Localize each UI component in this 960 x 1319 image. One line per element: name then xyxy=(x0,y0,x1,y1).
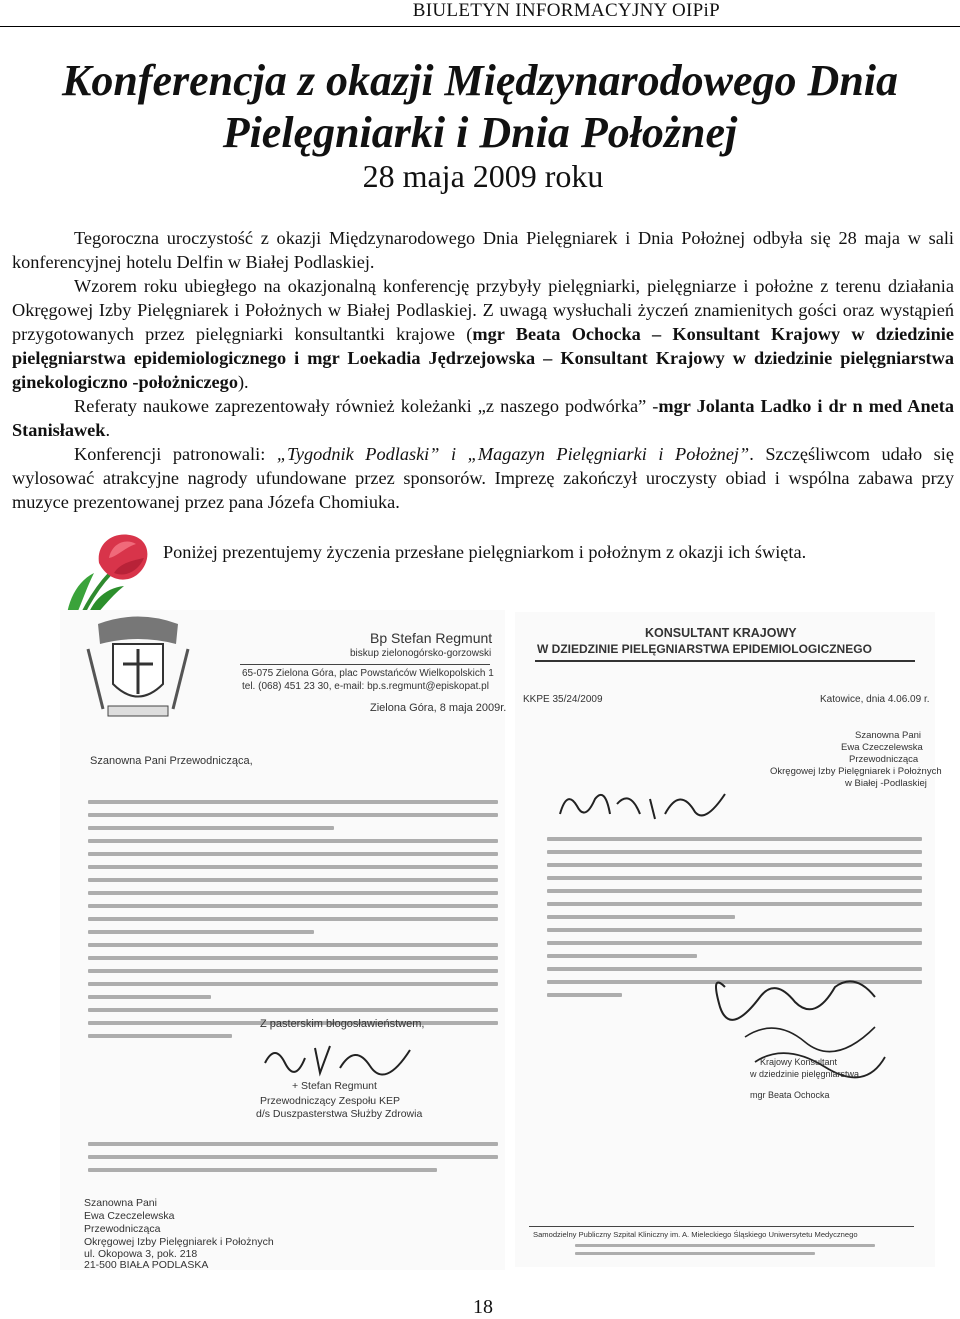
article-title-line1: Konferencja z okazji Międzynarodowego Dnia xyxy=(61,56,899,105)
consultant-role-2: w dziedzinie pielęgniarstwa xyxy=(750,1069,860,1079)
bishop-recipient-6: 21-500 BIAŁA PODLASKA xyxy=(84,1259,209,1271)
bishop-place-date: Zielona Góra, 8 maja 2009r. xyxy=(370,702,507,714)
bishop-address: 65-075 Zielona Góra, plac Powstańców Wielkopolskich 1 xyxy=(242,668,494,679)
letter-bishop xyxy=(60,610,505,1270)
bishop-name: Bp Stefan Regmunt xyxy=(370,630,493,646)
page-number: 18 xyxy=(473,1296,493,1318)
bishop-title: biskup zielonogórsko-gorzowski xyxy=(350,648,492,659)
consultant-recipient-5: w Białej -Podlaskiej xyxy=(845,778,927,789)
consultant-place-date: Katowice, dnia 4.06.09 r. xyxy=(820,694,930,705)
coat-of-arms-icon xyxy=(78,614,198,724)
wishes-intro: Poniżej prezentujemy życzenia przesłane pielęgniarkom i położnym z okazji ich święta. xyxy=(163,542,807,562)
consultant-recipient-2: Ewa Czeczelewska xyxy=(841,742,923,753)
consultant-greeting-handwriting-icon xyxy=(555,784,735,829)
bulletin-title: BIULETYN INFORMACYJNY OIPiP xyxy=(412,0,720,21)
letter-consultant xyxy=(515,612,942,1267)
consultants-bold: mgr Beata Ochocka – Konsultant Krajowy w dziedzinie pielęgniarstwa epidemiologicznego i mgr Loekadia Jędrzejowska – Konsultant Krajowy w dziedzinie pielęgniarstwa ginekologiczno -położniczego xyxy=(12,324,954,392)
paragraph-1: Tegoroczna uroczystość z okazji Międzynarodowego Dnia Pielęgniarek i Dnia Położnej odbyła się 28 maja w sali konferencyjnej hotelu Delfin w Białej Podlaskiej. xyxy=(12,228,954,272)
consultant-recipient-1: Szanowna Pani xyxy=(855,730,922,741)
consultant-heading-1: KONSULTANT KRAJOWY xyxy=(645,626,797,640)
article-title-line2: Pielęgniarki i Dnia Położnej xyxy=(222,108,738,157)
bishop-role-1: Przewodniczący Zespołu KEP xyxy=(260,1095,401,1107)
bishop-recipient-5: ul. Okopowa 3, pok. 218 xyxy=(84,1248,198,1260)
bishop-salutation: Szanowna Pani Przewodnicząca, xyxy=(90,755,253,767)
paragraph-4: Konferencji patronowali: „Tygodnik Podlaski” i „Magazyn Pielęgniarki i Położnej”. Szczęśliwcom udało się wylosować atrakcyjne nagrody ufundowane przez sponsorów. Imprezę zakończył uroczysty obiad i wspólna zabawa przy muzyce prezentowanej przez pana Józefa Chomiuka. xyxy=(12,444,954,512)
consultant-heading-2: W DZIEDZINIE PIELĘGNIARSTWA EPIDEMIOLOGICZNEGO xyxy=(537,642,872,656)
paragraph-2: Wzorem roku ubiegłego na okazjonalną konferencję przybyły pielęgniarki, pielęgniarze i położne z terenu działania Okręgowej Izby Pielęgniarek i Położnych w Białej Podlaskiej. Z uwagą wysłuchali życzeń znamienitych gości oraz wystąpień przygotowanych przez pielęgniarki konsultantki krajowe (mgr Beata Ochocka – Konsultant Krajowy w dziedzinie pielęgniarstwa epidemiologicznego i mgr Loekadia Jędrzejowska – Konsultant Krajowy w dziedzinie pielęgniarstwa ginekologiczno -położniczego). xyxy=(12,276,954,392)
bishop-recipient-2: Ewa Czeczelewska xyxy=(84,1210,175,1222)
consultant-recipient-4: Okręgowej Izby Pielęgniarek i Położnych xyxy=(770,766,942,777)
bishop-signature-name: + Stefan Regmunt xyxy=(292,1080,377,1092)
page-header xyxy=(0,0,960,27)
speakers-bold: mgr Jolanta Ladko i dr n med Aneta Stanisławek xyxy=(12,396,954,440)
article-body xyxy=(12,226,954,514)
consultant-recipient-3: Przewodnicząca xyxy=(849,754,919,765)
bishop-role-2: d/s Duszpasterstwa Służby Zdrowia xyxy=(256,1108,423,1120)
bishop-recipient-1: Szanowna Pani xyxy=(84,1197,157,1209)
bishop-recipient-3: Przewodnicząca xyxy=(84,1223,161,1235)
consultant-ref: KKPE 35/24/2009 xyxy=(523,694,603,705)
bishop-postscript xyxy=(88,1142,498,1181)
patrons-italic: „Tygodnik Podlaski” i „Magazyn Pielęgniarki i Położnej” xyxy=(276,444,750,464)
consultant-footer-lines xyxy=(575,1244,875,1260)
consultant-role-1: Krajowy Konsultant xyxy=(760,1057,838,1067)
bishop-letter-text xyxy=(88,800,498,1047)
paragraph-3: Referaty naukowe zaprezentowały również koleżanki „z naszego podwórka” -mgr Jolanta Ladko i dr n med Aneta Stanisławek. xyxy=(12,396,954,440)
article-date: 28 maja 2009 roku xyxy=(362,158,604,194)
bishop-phone: tel. (068) 451 23 30, e-mail: bp.s.regmunt@episkopat.pl xyxy=(242,681,489,692)
consultant-signature-icon xyxy=(705,967,895,1107)
bishop-signature-icon xyxy=(260,1038,420,1078)
consultant-sign-name: mgr Beata Ochocka xyxy=(750,1090,830,1100)
consultant-footer: Samodzielny Publiczny Szpital Kliniczny im. A. Mieleckiego Śląskiego Uniwersytetu Medycznego xyxy=(533,1230,858,1239)
bishop-closing: Z pasterskim błogosławieństwem, xyxy=(260,1018,425,1030)
bishop-recipient-4: Okręgowej Izby Pielęgniarek i Położnych xyxy=(84,1236,274,1248)
